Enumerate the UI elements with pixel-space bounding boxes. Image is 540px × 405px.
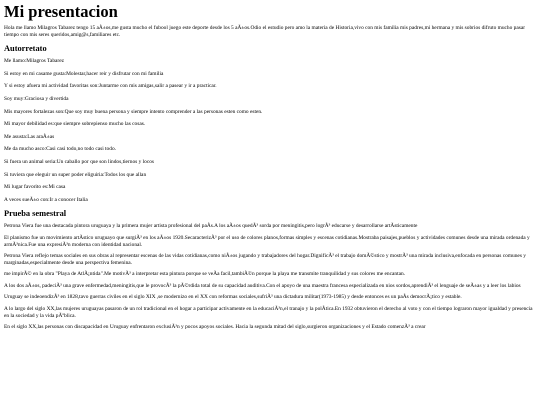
self-portrait-line: Si tuviera que eleguir un super poder eliguiria:Todos los que allan: [4, 171, 147, 178]
exam-paragraph: me impirÃ© en la obra "Playa de AtlÃ¡ntida".Me motivÃ³ a interpretar esta pintura porque se veÃa facil,tambiÃ©n porque la playa me transmite tranquilidad y sus colores me encantan.: [4, 271, 406, 278]
self-portrait-line: Me asusta:Las araÃ±as: [4, 133, 55, 140]
exam-paragraph: A lo largo del siglo XX,las mujeres uruguayas pasaron de un rol tradicional en el hogar a participar activamente en la educaciÃ³n,el tranajo y la polÃtica.En 1932 obtuvieron el derecho al voto y con el tiempo lograron mayor igualdad y presencia en la sociedad y la vida pÃºblica.: [4, 306, 533, 319]
exam-paragraph: Petrona Viera reflejo temas sociales en sus obras al representar escenas de las vidas cotidianas,como niÃ±os jugando y trabajadores del hogar.DignificÃ³ el trabajo domÃ©stico y mostrÃ³ una mirada inclusiva,enfocada en personas comunes y marginadas,especialmente desde una perspectiva femenina.: [4, 253, 526, 266]
self-portrait-line: Mi lugar favorito es:Mi casa: [4, 184, 66, 191]
section-heading-autorretrato: Autorretato: [4, 44, 47, 54]
self-portrait-line: Me llamo:Milagros Tabarez: [4, 58, 64, 65]
exam-paragraph: A los dos aÃ±os, padeciÃ³ una grave enfermedad,meningitis,que le provocÃ³ la pÃ©rdida total de su capacidad auditiva.Con el apoyo de una maestra francesa especializada en nios sordos,aprendiÃ³ el lenguaje de seÃ±as y a leer los labios: [4, 282, 521, 289]
exam-paragraph: Uruguay se indeoendizÃ³ en 1828,tavo guerras civiles en el siglo XIX ,se modernizo en el XX con reformas sociales,sufriÃ³ una dictadura militar(1973-1985) y desde entonces es un paÃs democrÃ¡tico y estable.: [4, 294, 462, 301]
self-portrait-line: Si fuera un animal seria:Un caballo por que son lindos,tiernos y locos: [4, 158, 155, 165]
exam-paragraph: En el siglo XX,las personas con discapacidad en Uruguay enfrentaron exclusiÃ³n y pocos apoyos sociales. Hacia la segunda mitad del siglo,surgieron organizaciones y el Estado comenzÃ³ a crear: [4, 324, 426, 331]
exam-paragraph: Petrona Viera fue una destacada pintora uruguaya y la primera mujer artista profesional del paÃs.A los aÃ±os quedÃ³ sorda por meningitis,pero logrÃ³ educarse y desarrollarse artÃsticamente: [4, 223, 418, 230]
self-portrait-line: Soy muy:Graciosa y divertida: [4, 95, 69, 102]
self-portrait-line: Mi mayor debilidad es:que siempre sobrepienso mucho las cosas.: [4, 121, 146, 128]
self-portrait-line: Si estoy en mi casame gusta:Molestar,hacer reir y disfrutar con mi familia: [4, 70, 164, 77]
exam-paragraph: El planismo fue un movimiento artÃstico uruguayo que surgiÃ³ en los aÃ±os 1920.SecaracterizÃ³ por el uso de colores planos,formas simples y escenas cotidianas.Mostraba paisajes,pueblos y actividades comunes desde una mirada ordenada y armÃ³nica.Fue una expresiÃ³n moderna con identidad nacional.: [4, 234, 530, 248]
intro-paragraph: Hola me llamo Milagros Tabarez tengo 15 aÃ±os,me gusta mucho el fubool juego este deporte desde los 5 aÃ±os.Odio el estudio pero amo la materia de Historia,vivo con mis familia mis padres,mi hermana y mis sobrios difruto mucho pasar tiempo con mis seres queridos,amig@s,familiares etc.: [4, 25, 526, 38]
self-portrait-line: A veces sueÃ±o con:Ir a conocer Italia: [4, 196, 88, 203]
self-portrait-line: Mis mayores fortalezas son:Que soy muy buena persona y siempre intento comprender a las personas esten como esten.: [4, 108, 263, 115]
self-portrait-line: Y si estoy afuera mi actividad favoritas son:Juntarme con mis amigas,salir a pasear y ir a practicar.: [4, 83, 217, 90]
self-portrait-line: Me da mucho asco:Casi casi todo,no todo casi todo.: [4, 146, 116, 153]
page-title: Mi presentacion: [4, 2, 118, 21]
section-heading-prueba-semestral: Prueba semestral: [4, 209, 67, 219]
